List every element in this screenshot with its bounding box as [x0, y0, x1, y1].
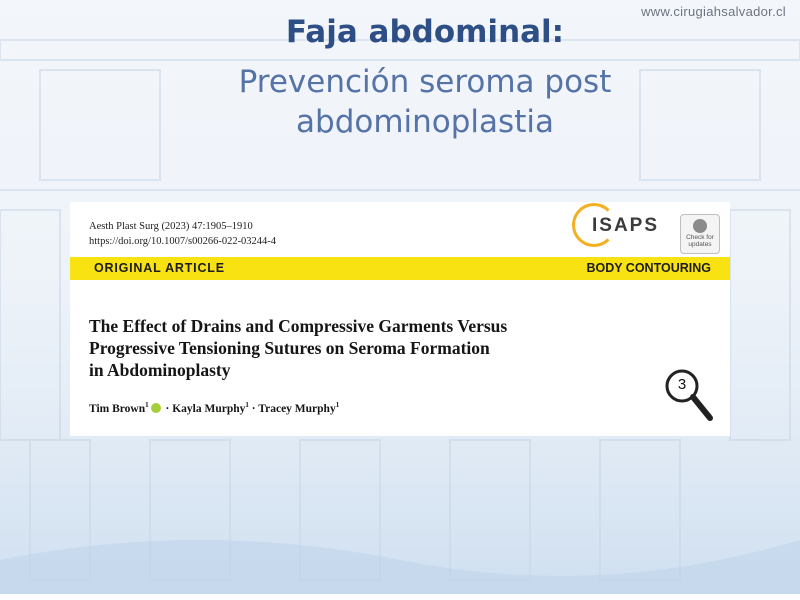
check-for-updates-badge	[680, 214, 720, 254]
article-type-band	[70, 257, 730, 280]
slide-subtitle	[0, 62, 800, 142]
bottom-border	[0, 594, 800, 600]
reference-number: 3	[677, 376, 687, 393]
magnifier-reference	[660, 368, 720, 428]
slide-subtitle-line-1: Prevención seroma post	[238, 64, 612, 100]
article-header-image	[70, 202, 730, 436]
affiliation-marker: 1	[335, 401, 340, 409]
article-title	[89, 315, 629, 381]
author-separator: ·	[248, 402, 259, 415]
author-name: Tracey Murphy	[258, 402, 336, 415]
author-name: Kayla Murphy	[172, 402, 246, 415]
article-section: BODY CONTOURING	[586, 261, 711, 275]
affiliation-marker: 1	[145, 401, 149, 409]
article-title-line-1: The Effect of Drains and Compressive Garments Versus	[89, 316, 508, 336]
affiliation-marker: 1	[245, 401, 249, 409]
slide-subtitle-line-2: abdominoplastia	[296, 104, 554, 140]
bookmark-icon	[693, 219, 707, 233]
article-type: ORIGINAL ARTICLE	[94, 261, 225, 275]
slide-title: Faja abdominal:	[285, 14, 565, 50]
website-url: www.cirugiahsalvador.cl	[641, 4, 786, 19]
isaps-logo	[570, 202, 662, 254]
author-name: Tim Brown	[89, 402, 146, 415]
orcid-icon	[151, 403, 161, 413]
citation	[89, 219, 276, 249]
author-separator: ·	[162, 402, 173, 415]
doi-link: https://doi.org/10.1007/s00266-022-03244-4	[89, 236, 277, 247]
check-updates-label-1: Check for	[686, 234, 714, 241]
author-list	[89, 401, 339, 415]
article-title-line-2: Progressive Tensioning Sutures on Seroma Formation	[89, 338, 490, 358]
article-title-line-3: in Abdominoplasty	[89, 360, 231, 380]
check-updates-label-2: updates	[688, 241, 712, 248]
journal-reference: Aesth Plast Surg (2023) 47:1905–1910	[89, 221, 253, 232]
isaps-logo-text: ISAPS	[592, 215, 660, 236]
